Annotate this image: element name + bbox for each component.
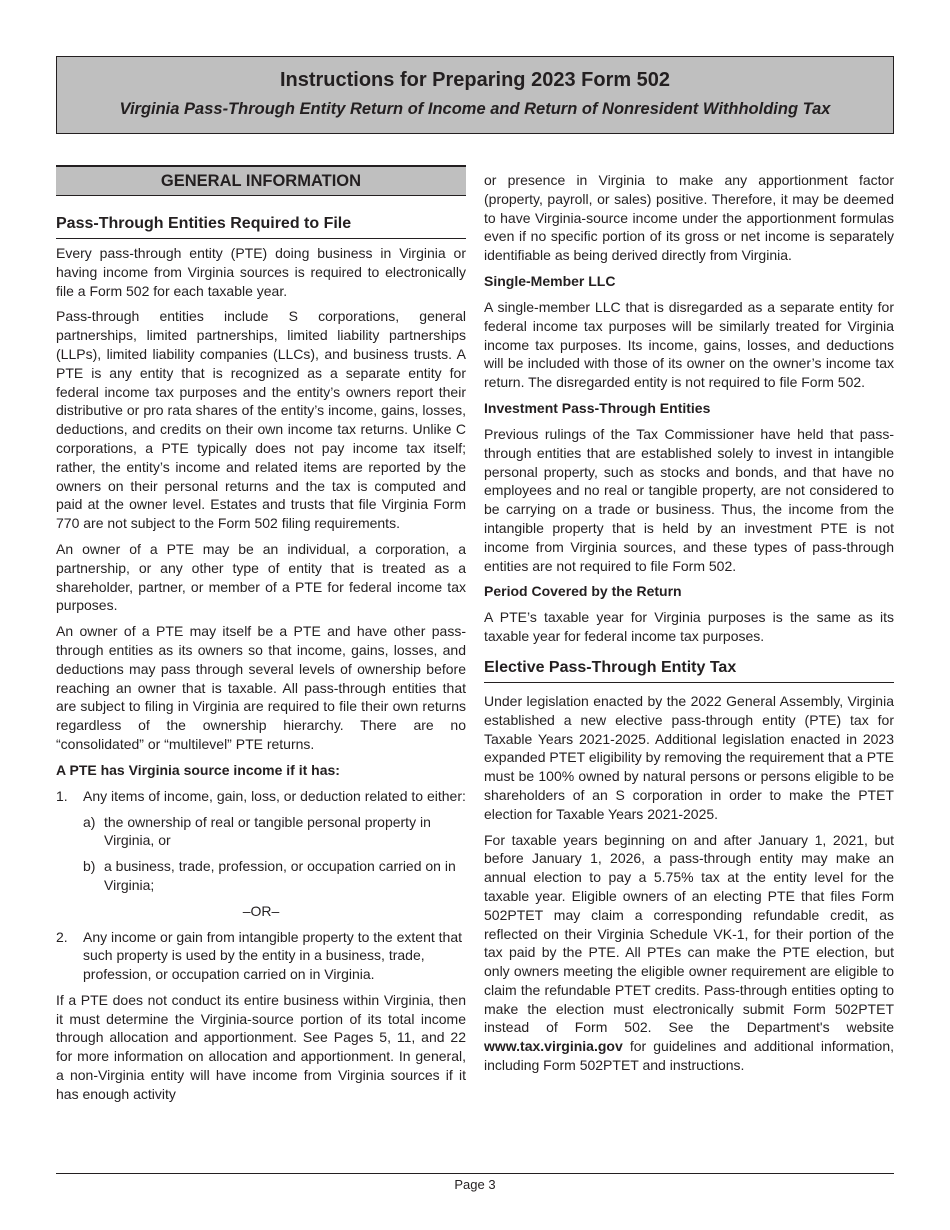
paragraph-ptet-election: [484, 831, 894, 1075]
page-number: Page 3: [454, 1177, 496, 1192]
list-subitem-b: [83, 857, 466, 895]
list-letter: a): [83, 813, 96, 830]
document-subtitle: Virginia Pass-Through Entity Return of Income and Return of Nonresident Withholding Tax: [119, 100, 831, 118]
list-letter: b): [83, 858, 96, 875]
paragraph-ptet-legislation: Under legislation enacted by the 2022 General Assembly, Virginia established a new elective pass-through entity (PTE) tax for Taxable Years 2021-2025. Additional legislation enacted in 2023 expanded PTET eligibility by removing the requirement that a PTE must be 100% owned by natural persons or persons eligible to be shareholders of an S corporation in order to make the PTET election for Taxable Years 2021-2025.: [484, 692, 894, 822]
right-column: [484, 171, 894, 1082]
heading-investment-pte: Investment Pass-Through Entities: [484, 399, 711, 416]
section-heading-general-information: GENERAL INFORMATION: [56, 165, 466, 196]
heading-virginia-source-income: A PTE has Virginia source income if it has:: [56, 761, 340, 778]
heading-elective-ptet: Elective Pass-Through Entity Tax: [484, 658, 894, 683]
or-separator: –OR–: [242, 902, 280, 919]
footer-divider: [56, 1173, 894, 1174]
department-website-link[interactable]: www.tax.virginia.gov: [484, 1038, 623, 1055]
ptet-text-after-link: for guidelines and additional information, including Form 502PTET and instructions.: [484, 1038, 894, 1074]
list-text: Any income or gain from intangible property to the extent that such property is used by the entity in a business, trade, profession, or occupation carried on in Virginia.: [83, 928, 462, 983]
list-text: Any items of income, gain, loss, or deduction related to either:: [83, 787, 466, 804]
paragraph-apportionment-continued: or presence in Virginia to make any apportionment factor (property, payroll, or sales) positive. Therefore, it may be deemed to have Virginia-source income under the apportionment formulas even if no specific portion of its gross or net income is separately identifiable as being derived directly from Virginia.: [484, 172, 894, 264]
paragraph-filing-requirement: Every pass-through entity (PTE) doing business in Virginia or having income from Virginia sources is required to electronically file a Form 502 for each taxable year.: [56, 245, 466, 299]
paragraph-single-member-llc: A single-member LLC that is disregarded as a separate entity for federal income tax purposes will be similarly treated for Virginia income tax purposes. Its income, gains, losses, and deductions will be included with those of its owner on the owner’s income tax return. The disregarded entity is not required to file Form 502.: [484, 298, 894, 391]
ptet-text-before-link: For taxable years beginning on and after January 1, 2021, but before January 1, 2026, a pass-through entity may make an annual election to pay a 5.75% tax at the entity level for the taxable year. Eligible owners of an electing PTE that files Form 502PTET may claim a corresponding refundable credit, as reflected on their Virginia Schedule VK-1, for their portion of the tax paid by the PTE. All PTEs can make the PTE election, but only owners meeting the eligible owner requirement are eligible to claim the refundable PTET credits. Pass-through entities opting to make the election must electronically submit Form 502PTET instead of Form 502. See the Department's website: [484, 831, 894, 1036]
paragraph-owner-types: An owner of a PTE may be an individual, a corporation, a partnership, or any other type of entity that is treated as a shareholder, partner, or member of a PTE for federal income tax purposes.: [56, 540, 466, 614]
title-banner: [56, 56, 894, 134]
heading-period-covered: Period Covered by the Return: [484, 583, 682, 600]
paragraph-allocation-apportionment: If a PTE does not conduct its entire business within Virginia, then it must determine the Virginia-source portion of its total income through allocation and apportionment. See Pages 5, 11, and 22 for more information on allocation and apportionment. In general, a non-Virginia entity will have income from Virginia sources if it has enough activity: [56, 991, 466, 1102]
paragraph-investment-pte: Previous rulings of the Tax Commissioner have held that pass-through entities that are established solely to invest in intangible personal property, such as stocks and bonds, and that have no employees and no real or tangible property, are not considered to be carrying on a trade or business. Thus, the income from the intangible property that is held by an investment PTE is not income from Virginia sources, and these types of pass-through entities are not required to file Form 502.: [484, 425, 894, 574]
list-item-1: [56, 787, 466, 806]
paragraph-period-covered: A PTE’s taxable year for Virginia purposes is the same as its taxable year for federal income tax purposes.: [484, 609, 894, 645]
list-item-2: [56, 928, 466, 984]
paragraph-ownership-hierarchy: An owner of a PTE may itself be a PTE and have other pass-through entities as its owners so that income, gains, losses, and deductions may pass through several levels of ownership before reaching an owner that is taxable. All pass-through entities that are subject to filing in Virginia are required to file their own returns regardless of the ownership hierarchy. There are no “consolidated” or “multilevel” PTE returns.: [56, 623, 466, 752]
list-subitem-a: [83, 813, 466, 851]
list-number: 1.: [56, 787, 68, 804]
document-title: Instructions for Preparing 2023 Form 502: [279, 69, 671, 91]
list-text: the ownership of real or tangible personal property in Virginia, or: [104, 813, 431, 849]
list-text: a business, trade, profession, or occupation carried on in Virginia;: [104, 858, 456, 893]
heading-single-member-llc: Single-Member LLC: [484, 272, 616, 289]
list-number: 2.: [56, 928, 68, 945]
heading-pte-required-to-file: Pass-Through Entities Required to File: [56, 214, 466, 239]
left-column: [56, 165, 466, 1111]
paragraph-pte-definition: Pass-through entities include S corporations, general partnerships, limited partnerships, limited liability partnerships (LLPs), limited liability companies (LLCs), and business trusts. A PTE is any entity that is recognized as a separate entity for federal income tax purposes and the entity’s owners report their distributive or pro rata shares of the entity’s income, gains, losses, deductions, and credits on their own income tax returns. Unlike C corporations, a PTE typically does not pay income tax itself; rather, the entity’s income and related items are reported by the owners on their personal returns and the tax is computed and paid at the owner level. Estates and trusts that file Virginia Form 770 are not subject to the Form 502 filing requirements.: [56, 308, 466, 532]
